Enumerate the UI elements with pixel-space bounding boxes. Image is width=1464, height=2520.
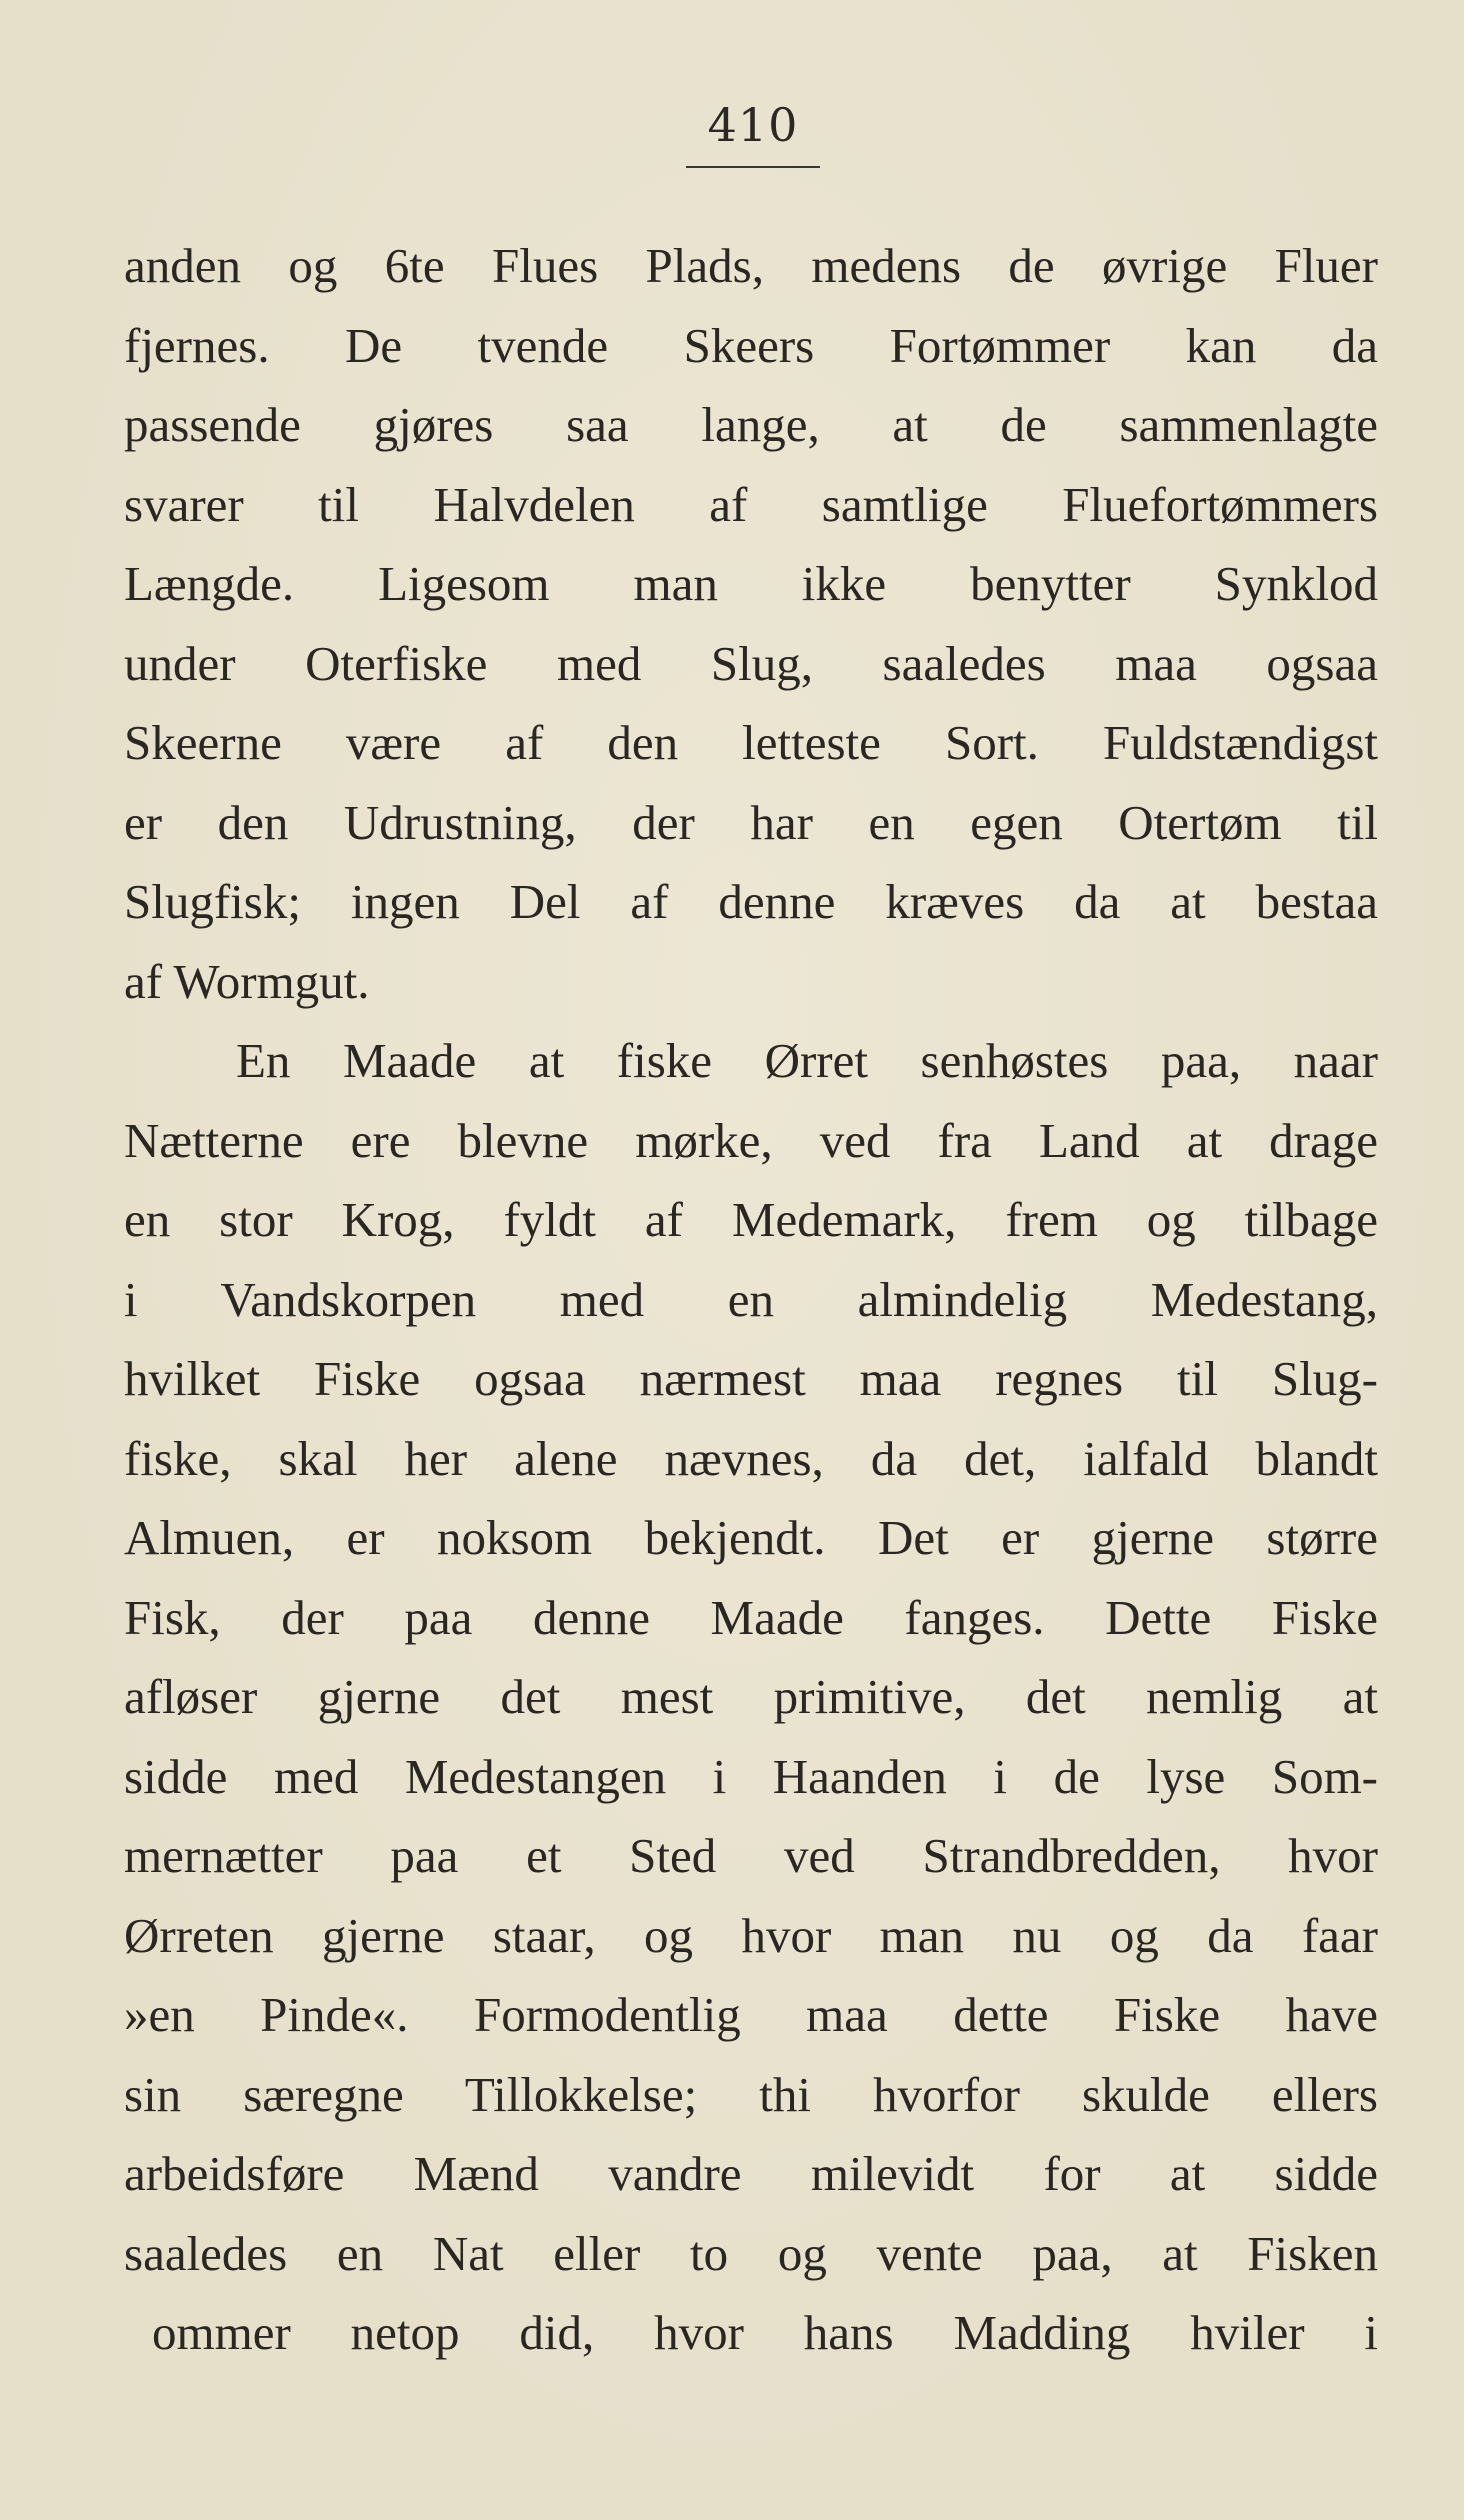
page-number: 410 bbox=[707, 98, 799, 152]
page-number-underline bbox=[686, 166, 820, 168]
paragraph-start-line: En Maade at fiske Ørret senhøstes paa, naar bbox=[236, 1033, 1378, 1088]
text-line: Skeerne være af den letteste Sort. Fuldstændigst bbox=[124, 715, 1378, 770]
text-line: fiske, skal her alene nævnes, da det, ialfald blandt bbox=[124, 1430, 1378, 1486]
text-line: en stor Krog, fyldt af Medemark, frem og tilbage bbox=[124, 1192, 1378, 1247]
text-line: Almuen, er noksom bekjendt. Det er gjerne større bbox=[124, 1510, 1378, 1565]
text-line: hvilket Fiske ogsaa nærmest maa regnes til Slug- bbox=[124, 1351, 1378, 1406]
text-line: sin særegne Tillokkelse; thi hvorfor skulde ellers bbox=[124, 2066, 1378, 2122]
paragraph-end-line: af Wormgut. bbox=[124, 953, 370, 1009]
text-line: sidde med Medestangen i Haanden i de lyse Som- bbox=[124, 1748, 1378, 1804]
text-line: Ørreten gjerne staar, og hvor man nu og da faar bbox=[124, 1907, 1378, 1963]
text-line: »en Pinde«. Formodentlig maa dette Fiske have bbox=[124, 1987, 1378, 2042]
text-line: fjernes. De tvende Skeers Fortømmer kan da bbox=[124, 317, 1378, 373]
text-line: mernætter paa et Sted ved Strandbredden, hvor bbox=[124, 1828, 1378, 1883]
text-line: afløser gjerne det mest primitive, det nemlig at bbox=[124, 1669, 1378, 1724]
text-line: svarer til Halvdelen af samtlige Fluefortømmers bbox=[124, 476, 1378, 532]
text-line: under Oterfiske med Slug, saaledes maa ogsaa bbox=[124, 635, 1378, 691]
body-text bbox=[124, 226, 1378, 2373]
text-line: passende gjøres saa lange, at de sammenlagte bbox=[124, 397, 1378, 452]
text-line: ommer netop did, hvor hans Madding hviler i bbox=[152, 2305, 1378, 2360]
text-line: i Vandskorpen med en almindelig Medestang, bbox=[124, 1271, 1378, 1327]
text-line: Fisk, der paa denne Maade fanges. Dette Fiske bbox=[124, 1589, 1378, 1645]
text-line: anden og 6te Flues Plads, medens de øvrige Fluer bbox=[124, 238, 1378, 293]
text-line: Nætterne ere blevne mørke, ved fra Land at drage bbox=[124, 1112, 1378, 1168]
text-line: Slugfisk; ingen Del af denne kræves da at bestaa bbox=[124, 874, 1378, 929]
text-line: er den Udrustning, der har en egen Otertøm til bbox=[124, 794, 1378, 850]
text-line: saaledes en Nat eller to og vente paa, at Fisken bbox=[124, 2225, 1378, 2281]
text-line: arbeidsføre Mænd vandre milevidt for at sidde bbox=[124, 2146, 1378, 2201]
text-line: Længde. Ligesom man ikke benytter Synklod bbox=[124, 556, 1378, 611]
